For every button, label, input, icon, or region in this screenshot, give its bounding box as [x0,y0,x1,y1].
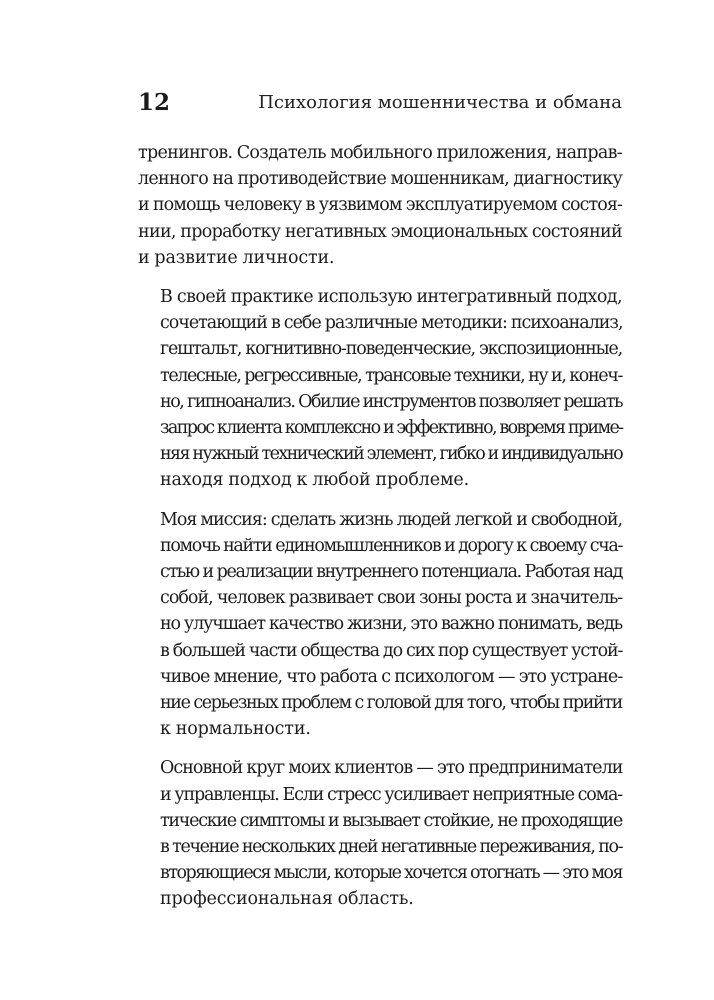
text-line: ние серьезных проблем с головой для того, чтобы прийти [160,693,622,714]
text-line: Основной круг моих клиентов — это предприниматели [160,758,623,779]
text-line: стью и реализации внутреннего потенциала. Работая над [160,562,622,583]
text-line: и управленцы. Если стресс усиливает неприятные сома- [160,784,622,805]
text-line: но улучшает качество жизни, это важно понимать, ведь [160,614,622,635]
text-line: В своей практике использую интегративный подход, [160,287,622,308]
text-line: профессиональная область. [160,889,414,910]
running-title: Психология мошенничества и обмана [258,92,622,113]
text-line: гештальт, когнитивно-поведенческие, экспозиционные, [160,339,622,360]
text-line: тренингов. Создатель мобильного приложения, направ- [138,143,622,163]
text-line: телесные, регрессивные, трансовые техники, ну и, конеч- [160,365,622,386]
text-line: собой, человек развивает свои зоны роста и значитель- [160,588,623,609]
text-line: тические симптомы и вызывает стойкие, не проходящие [160,810,622,831]
paragraph-3 [138,507,622,743]
text-line: помочь найти единомышленников и дорогу к своему сча- [160,535,623,556]
text-line: в большей части общества до сих пор существует устой- [160,640,623,661]
page-header [138,88,622,120]
text-line: сочетающий в себе различные методики: психоанализ, [160,313,623,334]
text-line: запрос клиента комплексно и эффективно, вовремя приме- [160,418,623,439]
paragraph-4 [138,755,622,912]
text-line: к нормальности. [160,719,311,740]
text-line: и развитие личности. [138,247,335,268]
text-line: и помощь человеку в уязвимом эксплуатируемом состоя- [138,195,622,216]
page-number: 12 [138,89,171,116]
text-line: няя нужный технический элемент, гибко и индивидуально [160,444,623,465]
text-line: вторяющиеся мысли, которые хочется отогнать — это моя [160,863,622,884]
text-line: Моя миссия: сделать жизнь людей легкой и свободной, [160,509,623,530]
paragraph-2 [138,284,622,494]
text-line: нии, проработку негативных эмоциональных состояний [138,221,622,242]
paragraph-1 [138,140,622,271]
text-line: но, гипноанализ. Обилие инструментов позволяет решать [160,391,622,412]
text-line: чивое мнение, что работа с психологом — это устране- [160,666,623,687]
text-line: в течение нескольких дней негативные переживания, по- [160,837,623,858]
text-line: находя подход к любой проблеме. [160,470,470,491]
body-text [138,140,622,913]
text-line: ленного на противодействие мошенникам, диагностику [138,169,623,190]
